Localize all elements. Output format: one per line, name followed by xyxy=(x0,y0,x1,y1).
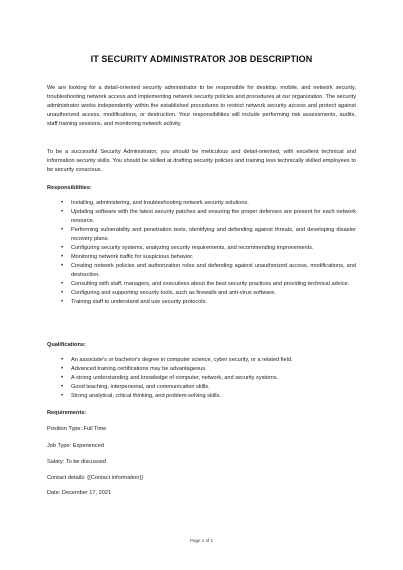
bullet-icon: • xyxy=(61,254,64,260)
bullet-icon: • xyxy=(61,393,64,399)
responsibilities-list xyxy=(47,199,356,307)
requirements-heading: Requirements: xyxy=(47,410,87,416)
bullet-icon: • xyxy=(61,263,64,269)
intro-paragraph: We are looking for a detail-oriented security administrator to be responsible for desktop, mobile, and network security, troubleshooting network access and implementing network security policies and procedures at our organization. The security administrator works independently within the established procedures to restrict network security access and protect against unauthorized access, modifications, or destruction. Your responsibilities will include performing risk assessments, audits, staff training sessions, and monitoring network activity. xyxy=(47,85,356,127)
bullet-icon: • xyxy=(61,366,64,372)
date: Date: December 17, 2021 xyxy=(47,490,112,496)
list-item: • Creating network policies and authorization roles and defending against unauthorized access, modifications, and destruction. xyxy=(61,263,356,278)
list-item: • Monitoring network traffic for suspicious behavior. xyxy=(61,254,194,260)
list-item: • Good teaching, interpersonal, and communication skills. xyxy=(61,384,210,390)
document-title: IT SECURITY ADMINISTRATOR JOB DESCRIPTION xyxy=(90,54,313,64)
list-item: • Strong analytical, critical thinking, and problem-solving skills. xyxy=(61,393,221,399)
bullet-icon: • xyxy=(61,227,64,233)
bullet-icon: • xyxy=(61,290,64,296)
bullet-icon: • xyxy=(61,209,64,215)
bullet-icon: • xyxy=(61,299,64,305)
bullet-icon: • xyxy=(61,245,64,251)
bullet-icon: • xyxy=(61,281,64,287)
bullet-icon: • xyxy=(61,384,64,390)
page-footer: Page 1 of 1 xyxy=(189,538,214,543)
list-item: • An associate's or bachelor's degree in computer science, cyber security, or a related field. xyxy=(61,357,293,363)
position-type: Position Type: Full Time xyxy=(47,426,107,432)
salary: Salary: To be discussed xyxy=(47,459,106,465)
list-item: • Performing vulnerability and penetration tests, identifying and defending against threats, and developing disaster recovery plans. xyxy=(61,227,356,242)
contact-details: Contact details: {{Contact information}} xyxy=(47,475,144,481)
list-item: • A strong understanding and knowledge of computer, network, and security systems. xyxy=(61,375,279,381)
bullet-icon: • xyxy=(61,200,64,206)
job-type: Job Type: Experienced xyxy=(47,443,104,449)
qualifications-heading: Qualifications: xyxy=(47,342,86,348)
responsibilities-heading: Responsibilities: xyxy=(47,185,92,191)
list-item: • Configuring and supporting security tools, such as firewalls and anti-virus software. xyxy=(61,290,276,296)
list-item: • Configuring security systems, analyzing security requirements, and recommending improvements. xyxy=(61,245,314,251)
bullet-icon: • xyxy=(61,357,64,363)
list-item: • Installing, administering, and troubleshooting network security solutions. xyxy=(61,200,249,206)
list-item: • Training staff to understand and use security protocols. xyxy=(61,299,207,305)
list-item: • Consulting with staff, managers, and executives about the best security practices and providing technical advice. xyxy=(61,281,350,287)
bullet-icon: • xyxy=(61,375,64,381)
qualifications-list xyxy=(47,356,356,401)
list-item: • Advanced training certifications may be advantageous. xyxy=(61,366,207,372)
intro-paragraph-2: To be a successful Security Administrator, you should be meticulous and detail-oriented, with excellent technical and information security skills. You should be skilled at drafting security policies and training less technically skilled employees to be security conscious. xyxy=(47,149,356,173)
list-item: • Updating software with the latest security patches and ensuring the proper defenses are present for each network resource. xyxy=(61,209,356,224)
